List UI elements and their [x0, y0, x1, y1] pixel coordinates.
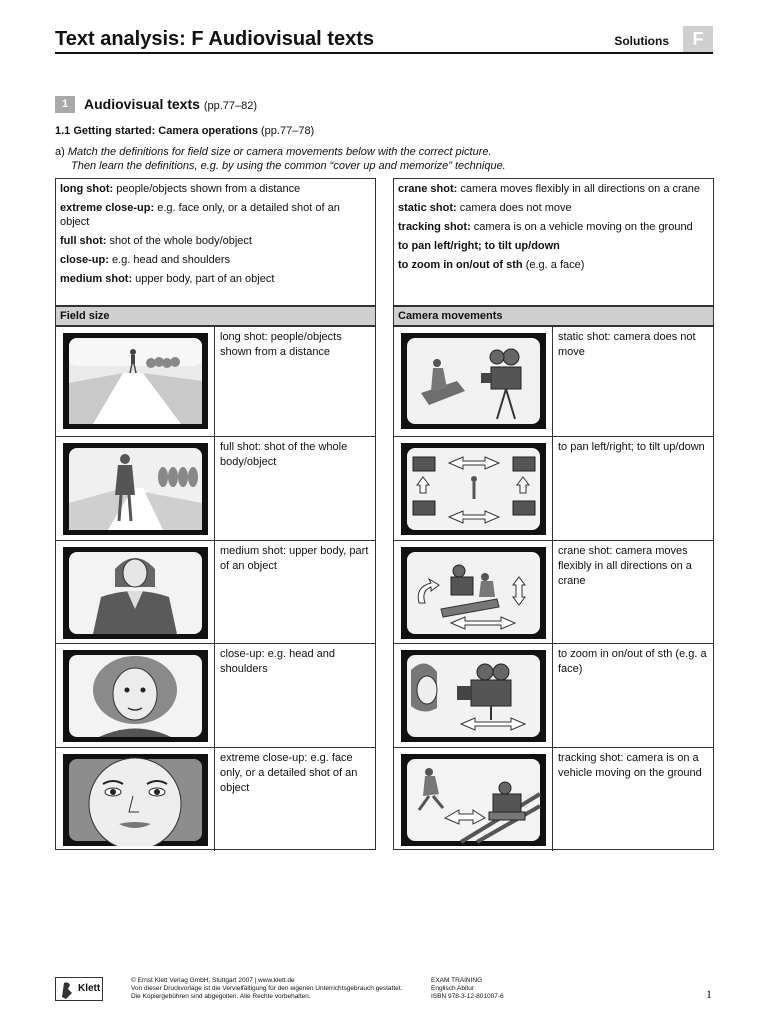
camera-row-picture	[394, 748, 553, 851]
field-row-picture	[56, 748, 215, 851]
table-row	[394, 327, 713, 436]
table-row	[394, 643, 713, 747]
definition-term: static shot:	[398, 202, 457, 214]
definition-item	[60, 201, 371, 229]
table-row	[56, 540, 375, 643]
long-shot-illustration	[63, 333, 208, 429]
definition-term: full shot:	[60, 235, 107, 247]
definition-term: to pan left/right; to tilt up/down	[398, 240, 560, 252]
camera-row-caption: tracking shot: camera is on a vehicle moving on the ground	[558, 752, 702, 779]
definition-text: upper body, part of an object	[132, 273, 275, 285]
camera-row-picture	[394, 644, 553, 747]
camera-row-picture	[394, 437, 553, 540]
field-row-caption: long shot: people/objects shown from a distance	[220, 331, 342, 358]
chapter-badge: F	[683, 26, 713, 52]
definition-item	[398, 239, 709, 253]
table-row	[56, 643, 375, 747]
table-row	[394, 436, 713, 540]
section-title-text: Audiovisual texts	[84, 96, 200, 112]
definition-text: e.g. head and shoulders	[108, 254, 230, 266]
series-line: EXAM TRAINING	[431, 977, 483, 984]
table-row	[56, 747, 375, 851]
definition-item	[398, 201, 709, 215]
subsection-pages: (pp.77–78)	[261, 125, 315, 137]
definition-term: close-up:	[60, 254, 109, 266]
camera-row-caption: to zoom in on/out of sth (e.g. a face)	[558, 648, 707, 675]
footer-copyright	[131, 977, 421, 1001]
definition-text: camera is on a vehicle moving on the ground	[470, 221, 693, 233]
definition-text: shot of the whole body/object	[106, 235, 252, 247]
medium-shot-illustration	[63, 547, 208, 639]
definition-term: long shot:	[60, 183, 114, 195]
camera-row-picture	[394, 327, 553, 436]
field-row-caption: full shot: shot of the whole body/object	[220, 441, 348, 468]
field-size-heading: Field size	[55, 306, 376, 326]
field-row-caption: extreme close-up: e.g. face only, or a detailed shot of an object	[220, 752, 358, 794]
field-row-picture	[56, 327, 215, 436]
subsection-heading	[55, 125, 314, 137]
notice-line-2: Die Kopiergebühren sind abgegolten. Alle Rechte vorbehalten.	[131, 993, 311, 1000]
table-row	[56, 436, 375, 540]
pan-tilt-illustration	[401, 443, 546, 535]
definition-text: (e.g. a face)	[522, 259, 585, 271]
task-instructions	[55, 145, 506, 173]
definition-term: medium shot:	[60, 273, 133, 285]
klett-logo-text: Klett	[78, 983, 101, 994]
camera-row-caption: static shot: camera does not move	[558, 331, 696, 358]
footer-publication	[431, 977, 571, 1001]
definition-text: camera moves flexibly in all directions on a crane	[457, 183, 701, 195]
field-row-picture	[56, 644, 215, 747]
section-number: 1	[55, 96, 75, 113]
definition-item	[60, 182, 371, 196]
field-row-picture	[56, 437, 215, 540]
page-title: Text analysis: F Audiovisual texts	[55, 28, 374, 50]
section-pages: (pp.77–82)	[203, 100, 258, 112]
definition-term: to zoom in on/out of sth	[398, 259, 523, 271]
camera-movements-table	[393, 326, 714, 850]
definition-item	[398, 258, 709, 272]
definition-term: extreme close-up:	[60, 202, 155, 214]
camera-movement-definitions	[393, 178, 714, 306]
task-line-2: Then learn the definitions, e.g. by using the common “cover up and memorize” technique.	[71, 160, 506, 172]
subsection-label: 1.1 Getting started: Camera operations	[55, 125, 258, 137]
camera-row-picture	[394, 541, 553, 643]
table-row	[56, 327, 375, 436]
full-shot-illustration	[63, 443, 208, 535]
definition-text: people/objects shown from a distance	[113, 183, 301, 195]
extreme-close-up-illustration	[63, 754, 208, 846]
definition-text: camera does not move	[456, 202, 572, 214]
field-size-table	[55, 326, 376, 850]
field-row-picture	[56, 541, 215, 643]
tracking-shot-illustration	[401, 754, 546, 846]
crane-shot-illustration	[401, 547, 546, 639]
definition-item	[60, 272, 371, 286]
field-row-caption: close-up: e.g. head and shoulders	[220, 648, 335, 675]
isbn-line: ISBN 978-3-12-801007-6	[431, 993, 504, 1000]
copyright-line: © Ernst Klett Verlag GmbH, Stuttgart 2007 | www.klett.de	[131, 977, 295, 984]
page-number: 1	[706, 987, 712, 1001]
solutions-label: Solutions	[614, 34, 669, 48]
notice-line-1: Von dieser Druckvorlage ist die Vervielfältigung für den eigenen Unterrichtsgebrauch gestattet.	[131, 985, 403, 992]
camera-row-caption: crane shot: camera moves flexibly in all directions on a crane	[558, 545, 692, 587]
definition-term: crane shot:	[398, 183, 458, 195]
table-row	[394, 747, 713, 851]
definition-item	[398, 220, 709, 234]
close-up-illustration	[63, 650, 208, 742]
field-size-definitions	[55, 178, 376, 306]
klett-emblem-icon	[58, 979, 78, 1001]
page-header	[55, 26, 713, 54]
task-letter: a)	[55, 146, 65, 158]
camera-row-caption: to pan left/right; to tilt up/down	[558, 441, 705, 453]
section-title	[84, 96, 257, 112]
field-row-caption: medium shot: upper body, part of an object	[220, 545, 369, 572]
zoom-illustration	[401, 650, 546, 742]
task-line-1: Match the definitions for field size or camera movements below with the correct picture.	[67, 146, 492, 158]
camera-movements-heading: Camera movements	[393, 306, 714, 326]
table-row	[394, 540, 713, 643]
definition-text: e.g. face only, or a detailed shot of an object	[60, 202, 340, 228]
klett-logo	[55, 977, 103, 1001]
definition-item	[60, 253, 371, 267]
definition-item	[60, 234, 371, 248]
subject-line: Englisch Abitur	[431, 985, 474, 992]
definition-term: tracking shot:	[398, 221, 471, 233]
static-shot-illustration	[401, 333, 546, 429]
definition-item	[398, 182, 709, 196]
